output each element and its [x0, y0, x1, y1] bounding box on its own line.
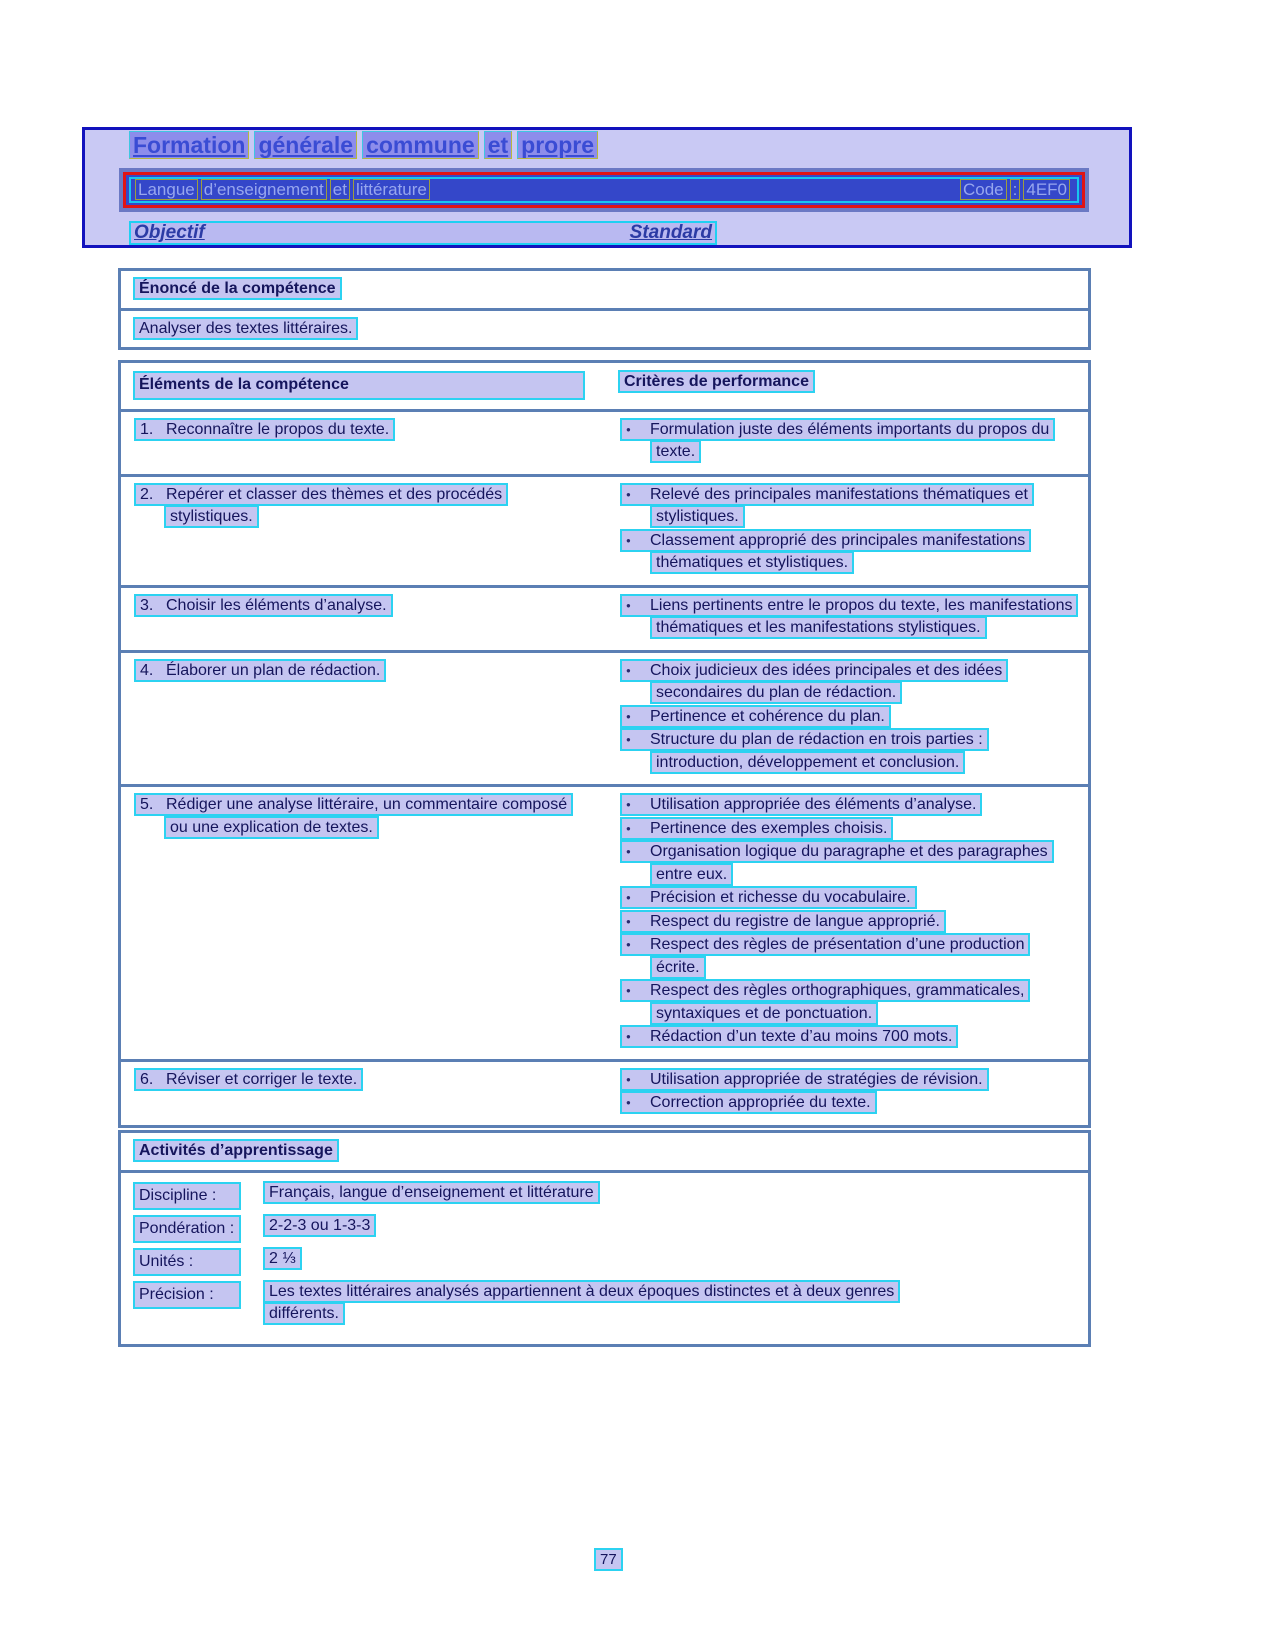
activites-heading-row [121, 1133, 1088, 1173]
field-value: 2 ⅓ [263, 1247, 302, 1270]
bullet-icon [626, 595, 650, 618]
page-title: Formation générale commune et propre [129, 132, 603, 159]
element-item: 5. Rédiger une analyse littéraire, un commentaire composé ou une explication de textes. [134, 794, 584, 839]
col-criteres-header: Critères de performance [618, 370, 815, 393]
table-header-row [121, 363, 1088, 412]
bullet-icon [626, 419, 650, 442]
bullet-icon [626, 706, 650, 729]
enonce-statement: Analyser des textes littéraires. [133, 317, 358, 340]
bullet-icon [626, 911, 650, 934]
element-item: 2. Repérer et classer des thèmes et des procédés stylistiques. [134, 484, 584, 529]
criterion-item: ●Pertinence et cohérence du plan. [620, 706, 1074, 729]
criterion-item: ●Pertinence des exemples choisis. [620, 818, 1074, 841]
criterion-item: ●Relevé des principales manifestations thématiques et stylistiques. [620, 484, 1074, 529]
criterion-item: ●Rédaction d’un texte d’au moins 700 mots. [620, 1026, 1074, 1049]
field-precision [133, 1281, 1076, 1326]
table-row [121, 588, 1088, 653]
criterion-item: ● Utilisation appropriée de stratégies de révision. [620, 1069, 1074, 1092]
course-bar-frame [123, 172, 1085, 208]
bullet-icon [626, 1092, 650, 1115]
bullet-icon [626, 818, 650, 841]
element-item: 6. Réviser et corriger le texte. [134, 1069, 584, 1092]
bullet-icon [626, 794, 650, 817]
criterion-item: ● Liens pertinents entre le propos du texte, les manifestations thématiques et les manifestations stylistiques. [620, 595, 1074, 640]
criterion-item: ●Organisation logique du paragraphe et des paragraphes entre eux. [620, 841, 1074, 886]
bullet-icon [626, 934, 650, 957]
criterion-item: ● Choix judicieux des idées principales et des idées secondaires du plan de rédaction. [620, 660, 1074, 705]
objectif-standard-row [129, 221, 717, 245]
field-value: Français, langue d’enseignement et littérature [263, 1181, 600, 1204]
criterion-item: ●Respect des règles orthographiques, grammaticales, syntaxiques et de ponctuation. [620, 980, 1074, 1025]
activites-fields [121, 1173, 1088, 1345]
bullet-icon [626, 1026, 650, 1049]
table-row [121, 1062, 1088, 1125]
enonce-box [118, 268, 1091, 350]
criterion-item: ●Précision et richesse du vocabulaire. [620, 887, 1074, 910]
enonce-heading: Énoncé de la compétence [133, 277, 342, 300]
element-item: 1. Reconnaître le propos du texte. [134, 419, 584, 442]
course-bar [119, 168, 1089, 212]
field-discipline [133, 1182, 1076, 1211]
course-code: Code : 4EF0 [960, 180, 1073, 200]
element-item: 3. Choisir les éléments d’analyse. [134, 595, 584, 618]
table-row [121, 787, 1088, 1062]
table-row [121, 653, 1088, 788]
field-value: 2-2-3 ou 1-3-3 [263, 1214, 376, 1237]
criterion-item: ●Respect du registre de langue approprié. [620, 911, 1074, 934]
table-row [121, 412, 1088, 477]
activites-heading: Activités d’apprentissage [133, 1139, 339, 1162]
objectif-label: Objectif [134, 222, 205, 243]
bullet-icon [626, 980, 650, 1003]
course-name: Langue d’enseignement et littérature [135, 180, 433, 200]
field-unites [133, 1248, 1076, 1277]
field-value: Les textes littéraires analysés appartiennent à deux époques distinctes et à deux genres différents. [263, 1280, 900, 1326]
criterion-item: ●Classement approprié des principales manifestations thématiques et stylistiques. [620, 530, 1074, 575]
element-item: 4. Élaborer un plan de rédaction. [134, 660, 584, 683]
bullet-icon [626, 841, 650, 864]
bullet-icon [626, 660, 650, 683]
field-label: Précision : [133, 1281, 241, 1310]
criterion-item: ●Structure du plan de rédaction en trois parties : introduction, développement et conclusion. [620, 729, 1074, 774]
bullet-icon [626, 484, 650, 507]
field-ponderation [133, 1215, 1076, 1244]
enonce-heading-row [121, 271, 1088, 311]
field-label: Discipline : [133, 1182, 241, 1211]
bullet-icon [626, 530, 650, 553]
criterion-item: ●Correction appropriée du texte. [620, 1092, 1074, 1115]
page-number: 77 [594, 1551, 623, 1568]
standard-label: Standard [629, 222, 712, 243]
bullet-icon [626, 1069, 650, 1092]
col-elements-header-cell [133, 371, 618, 400]
col-elements-header: Éléments de la compétence [133, 371, 585, 400]
bullet-icon [626, 729, 650, 752]
competence-table [118, 360, 1091, 1128]
activites-box [118, 1130, 1091, 1347]
criterion-item: ●Utilisation appropriée des éléments d’analyse. [620, 794, 1074, 817]
criterion-item: ●Respect des règles de présentation d’une production écrite. [620, 934, 1074, 979]
bullet-icon [626, 887, 650, 910]
criterion-item: ● Formulation juste des éléments importants du propos du texte. [620, 419, 1074, 464]
course-bar-line [129, 177, 1079, 203]
field-label: Unités : [133, 1248, 241, 1277]
col-criteres-header-cell [618, 371, 815, 400]
table-row [121, 477, 1088, 588]
header-panel [82, 127, 1132, 248]
field-label: Pondération : [133, 1215, 241, 1244]
enonce-statement-row [121, 311, 1088, 348]
